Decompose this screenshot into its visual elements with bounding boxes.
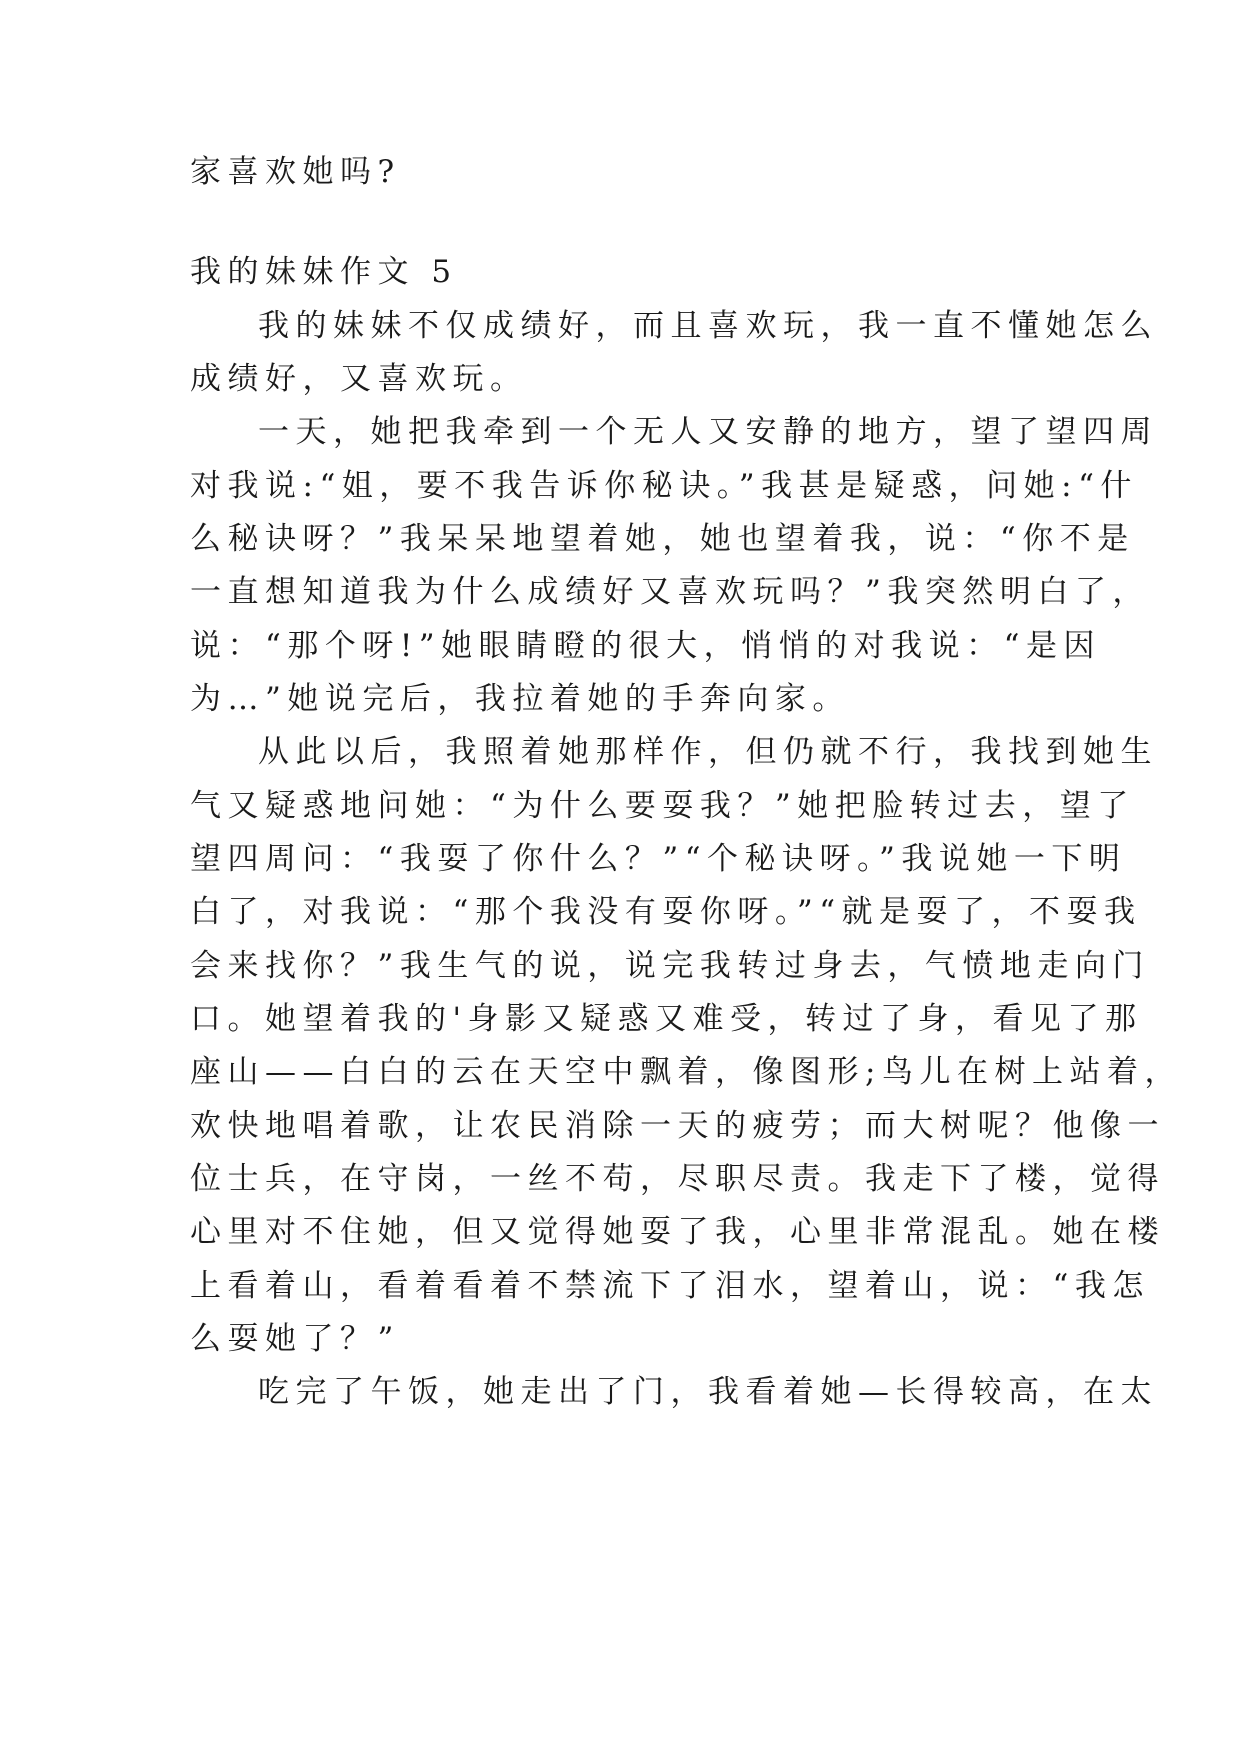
paragraph-line: 会来找你？”我生气的说，说完我转过身去，气愤地走向门 xyxy=(190,948,1150,984)
paragraph-line: 我的妹妹不仅成绩好，而且喜欢玩，我一直不懂她怎么 xyxy=(258,308,1158,344)
paragraph-line: 气又疑惑地问她：“为什么要耍我？”她把脸转过去，望了 xyxy=(190,788,1135,824)
paragraph-line: 为…”她说完后，我拉着她的手奔向家。 xyxy=(190,681,850,717)
paragraph-line: 吃完了午饭，她走出了门，我看着她—长得较高，在太 xyxy=(258,1374,1158,1410)
paragraph-line: 望四周问：“我耍了你什么？”“个秘诀呀。”我说她一下明 xyxy=(190,841,1127,877)
paragraph-line: 对我说:“姐，要不我告诉你秘诀。”我甚是疑惑，问她:“什 xyxy=(190,468,1138,504)
paragraph-line: 座山——白白的云在天空中飘着，像图形;鸟儿在树上站着， xyxy=(190,1054,1182,1090)
paragraph-line: 么秘诀呀？”我呆呆地望着她，她也望着我，说：“你不是 xyxy=(190,521,1135,557)
paragraph-line: 从此以后，我照着她那样作，但仍就不行，我找到她生 xyxy=(258,734,1158,770)
paragraph-line: 口。她望着我的'身影又疑惑又难受，转过了身，看见了那 xyxy=(190,1001,1143,1037)
paragraph-line: 一天，她把我牵到一个无人又安静的地方，望了望四周 xyxy=(258,414,1158,450)
paragraph-line: 心里对不住她，但又觉得她耍了我，心里非常混乱。她在楼 xyxy=(190,1214,1165,1250)
paragraph-line: 位士兵，在守岗，一丝不苟，尽职尽责。我走下了楼，觉得 xyxy=(190,1161,1165,1197)
text-fragment: 家喜欢她吗? xyxy=(190,154,401,190)
essay-heading: 我的妹妹作文 5 xyxy=(190,254,458,290)
paragraph-line: 么耍她了？” xyxy=(190,1321,400,1357)
paragraph-line: 一直想知道我为什么成绩好又喜欢玩吗？”我突然明白了， xyxy=(190,574,1150,610)
paragraph-line: 上看着山，看着看着不禁流下了泪水，望着山，说：“我怎 xyxy=(190,1268,1150,1304)
paragraph-line: 成绩好，又喜欢玩。 xyxy=(190,361,528,397)
paragraph-line: 欢快地唱着歌，让农民消除一天的疲劳；而大树呢？他像一 xyxy=(190,1108,1165,1144)
paragraph-line: 白了，对我说：“那个我没有耍你呀。”“就是耍了，不耍我 xyxy=(190,894,1142,930)
paragraph-line: 说：“那个呀!”她眼睛瞪的很大，悄悄的对我说：“是因 xyxy=(190,628,1101,664)
